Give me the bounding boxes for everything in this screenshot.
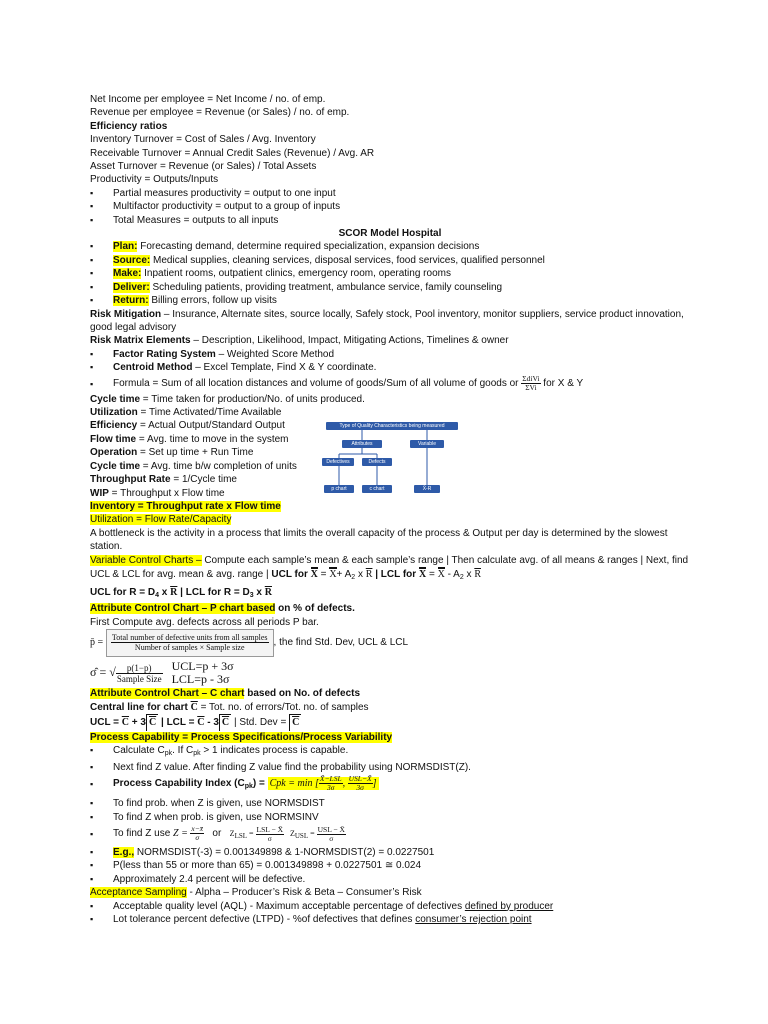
attributes-box: Attributes xyxy=(342,440,382,448)
section-heading: Efficiency ratios xyxy=(90,120,168,132)
bullet-item: ▪ To find Z when prob. is given, use NORMSINV xyxy=(90,811,690,824)
text-paragraph: Risk Mitigation – Insurance, Alternate sites, source locally, Safely stock, Pool inventory, monitor suppliers, service product innovation, good legal advisory xyxy=(90,308,684,333)
text-line: Utilization = Time Activated/Time Available xyxy=(90,407,282,419)
text-line: Risk Matrix Elements – Description, Likelihood, Impact, Mitigating Actions, Timelines & owner xyxy=(90,335,509,347)
text-line: Productivity = Outputs/Inputs xyxy=(90,174,219,186)
text-line: Process Capability = Process Specifications/Process Variability xyxy=(90,731,393,743)
text-line: UCL & LCL for avg. mean & avg. range | UCL for $X = X+ A_2$ x $\overline{R}$ | LCL for $X = X - A_2$ x $\overline{R}$ xyxy=(90,568,481,581)
text-line: Inventory = Throughput rate x Flow time xyxy=(90,500,281,512)
text-line: Attribute Control Chart – P chart based on % of defects. xyxy=(90,603,355,615)
text-line: Central line for chart $\overline{C}$ = Tot. no. of errors/Tot. no. of samples xyxy=(90,701,369,713)
bullet-item: ▪ E.g., NORMSDIST(-3) = 0.001349898 & 1-NORMSDIST(2) = 0.0227501 xyxy=(90,846,690,859)
text-line: Receivable Turnover = Annual Credit Sales (Revenue) / Avg. AR xyxy=(90,147,375,159)
text-line: Net Income per employee = Net Income / no. of emp. xyxy=(90,94,326,105)
text-line: UCL for $R = D_4$ x $\overline{R}$ | LCL for $R = D_3$ x $\overline{R}$ xyxy=(90,586,272,599)
text-line: Acceptance Sampling - Alpha – Producer’s Risk & Beta – Consumer’s Risk xyxy=(90,887,422,899)
bullet-item: ▪ Approximately 2.4 percent will be defective. xyxy=(90,873,690,886)
bullet-item: ▪ Source: Medical supplies, cleaning services, disposal services, food services, qualified personnel xyxy=(90,254,690,267)
c-chart-box: c chart xyxy=(362,485,392,493)
bullet-item: ▪ Next find Z value. After finding Z value find the probability using NORMSDIST(Z). xyxy=(90,761,690,774)
pbar-formula-line: p̄ = $\frac{\text{Total number of defective units from all samples}}{\text{Number of samples × Sample size}}$ , the find Std. Dev, UCL & LCL xyxy=(90,629,690,657)
text-line: UCL = $\overline{C} + 3$ $\overline{C}$ | LCL = $\overline{C} - 3$ $\overline{C}$ | Std. Dev = $\overline{C}$ xyxy=(90,714,690,731)
bullet-item: ▪ Lot tolerance percent defective (LTPD) - %of defectives that defines consumer’s rejection point xyxy=(90,913,690,926)
bullet-item: ▪ Partial measures productivity = output to one input xyxy=(90,187,690,200)
bullet-item: ▪ Acceptable quality level (AQL) - Maximum acceptable percentage of defectives defined by producer xyxy=(90,900,690,913)
text-line: Attribute Control Chart – C chart based on No. of defects xyxy=(90,688,361,700)
bullet-item: ▪ To find Z use Z = $\frac{x-x̄}{\sigma}$ or ZLSL = $\frac{\text{LSL − X̄}}{\sigma}$ ZUSL = $\frac{\text{USL − X̄}}{\sigma}$ xyxy=(90,824,690,846)
text-line: Variable Control Charts – Compute each sample’s mean & each sample’s range | Then calculate avg. of all means & ranges | Next, find xyxy=(90,554,689,566)
bullet-item: ▪ Formula = Sum of all location distances and volume of goods/Sum of all volume of goods or $\frac{\text{ΣdiVi}}{\text{ΣVi}}$ for X & Y xyxy=(90,375,690,393)
defects-box: Defects xyxy=(362,458,392,466)
text-line: Revenue per employee = Revenue (or Sales) / no. of emp. xyxy=(90,107,350,119)
bullet-item: ▪ Factor Rating System – Weighted Score Method xyxy=(90,348,690,361)
text-line: Flow time = Avg. time to move in the system xyxy=(90,433,289,445)
text-line: Cycle time = Time taken for production/No. of units produced. xyxy=(90,393,365,405)
p-chart-box: p chart xyxy=(324,485,354,493)
centroid-fraction: $\frac{\text{ΣdiVi}}{\text{ΣVi}}$ xyxy=(522,373,540,392)
bullet-item: ▪ Return: Billing errors, follow up visits xyxy=(90,294,690,307)
variable-box: Variable xyxy=(410,440,444,448)
text-line: First Compute avg. defects across all periods P bar. xyxy=(90,616,319,628)
text-line: Operation = Set up time + Run Time xyxy=(90,447,254,459)
bullet-item: ▪ Centroid Method – Excel Template, Find X & Y coordinate. xyxy=(90,361,690,374)
sigma-formula-line: σ̂ = √ $\frac{p(1-p)}{\text{Sample Size}}$ UCL=p + 3σ LCL=p - 3σ xyxy=(90,659,234,687)
quality-chart-diagram xyxy=(322,420,462,502)
xr-chart-box: X̄-R xyxy=(414,485,440,493)
text-line: Utilization = Flow Rate/Capacity xyxy=(90,514,232,526)
text-line: Throughput Rate = 1/Cycle time xyxy=(90,474,237,486)
bullet-item: ▪ Process Capability Index $(C_{pk})$ = Cpk = min [ $\frac{\text{X̄−LSL}}{3\sigma}$ , $\frac{\text{USL−X̄}}{3\sigma}$ ] xyxy=(90,774,690,797)
text-line: Inventory Turnover = Cost of Sales / Avg. Inventory xyxy=(90,134,316,146)
text-paragraph: A bottleneck is the activity in a process that limits the overall capacity of the process & Output per day is determined by the slowest station. xyxy=(90,527,668,553)
section-title: SCOR Model Hospital xyxy=(338,228,442,240)
pbar-formula: $\frac{\text{Total number of defective units from all samples}}{\text{Number of samples × Sample size}}$ xyxy=(106,629,274,657)
bullet-item: ▪ P(less than 55 or more than 65) = 0.001349898 + 0.0227501 ≅ 0.024 xyxy=(90,859,690,872)
bullet-item: ▪ To find prob. when Z is given, use NORMSDIST xyxy=(90,797,690,810)
text-line: WIP = Throughput x Flow time xyxy=(90,487,225,499)
text-line: Cycle time = Avg. time b/w completion of units xyxy=(90,460,297,472)
bullet-item: ▪ Make: Inpatient rooms, outpatient clinics, emergency room, operating rooms xyxy=(90,267,690,280)
bullet-item: ▪ Total Measures = outputs to all inputs xyxy=(90,214,690,227)
defectives-box: Defectives xyxy=(322,458,354,466)
text-line: Asset Turnover = Revenue (or Sales) / Total Assets xyxy=(90,161,317,173)
bullet-item: ▪ Deliver: Scheduling patients, providing treatment, ambulance service, family counseling xyxy=(90,281,690,294)
document-page xyxy=(90,93,690,926)
diagram-top-box: Type of Quality Characteristics being measured xyxy=(326,422,458,430)
bullet-item: ▪ Multifactor productivity = output to a group of inputs xyxy=(90,200,690,213)
bullet-item: ▪ Calculate $C_{pk}$. If $C_{pk} > 1$ indicates process is capable. xyxy=(90,744,690,760)
text-line: Efficiency = Actual Output/Standard Output xyxy=(90,420,285,432)
bullet-item: ▪ Plan: Forecasting demand, determine required specialization, expansion decisions xyxy=(90,240,690,253)
